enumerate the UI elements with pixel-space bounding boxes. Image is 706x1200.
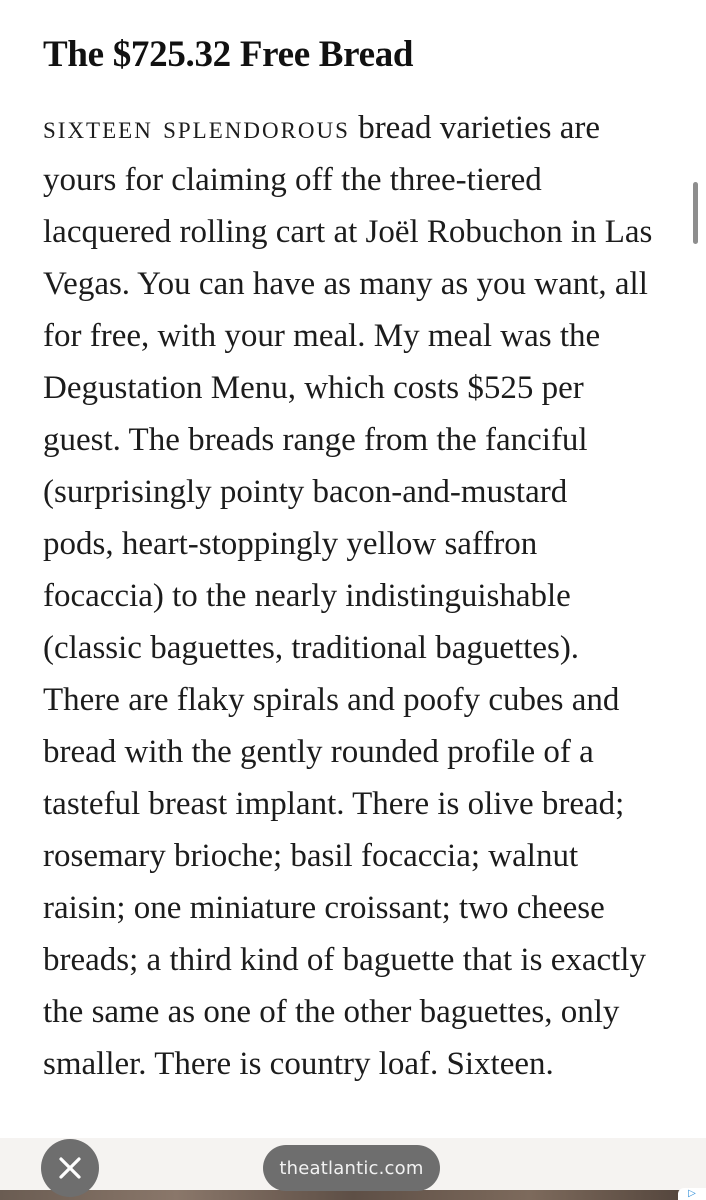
body-line: rosemary brioche; basil focaccia; walnut — [43, 838, 579, 874]
body-line: pods, heart-stoppingly yellow saffron — [43, 526, 538, 562]
body-line: raisin; one miniature croissant; two cheese — [43, 890, 605, 926]
close-button[interactable] — [41, 1139, 99, 1197]
body-line: yours for claiming off the three-tiered — [43, 162, 542, 198]
body-line: (surprisingly pointy bacon-and-mustard — [43, 474, 568, 510]
body-line: tasteful breast implant. There is olive bread; — [43, 786, 625, 822]
body-line: for free, with your meal. My meal was the — [43, 318, 601, 354]
url-text: theatlantic.com — [279, 1157, 424, 1179]
address-bar[interactable] — [263, 1145, 440, 1191]
body-line: bread with the gently rounded profile of a — [43, 734, 594, 770]
ad-banner-image[interactable] — [0, 1190, 706, 1200]
body-line: Degustation Menu, which costs $525 per — [43, 370, 584, 406]
body-line: focaccia) to the nearly indistinguishable — [43, 578, 571, 614]
lead-in: sixteen splendorous — [43, 110, 350, 146]
ad-choices-icon[interactable]: ▷ — [678, 1188, 706, 1200]
body-line: the same as one of the other baguettes, only — [43, 994, 620, 1030]
body-line: There are flaky spirals and poofy cubes and — [43, 682, 620, 718]
article — [43, 30, 693, 1090]
body-line: breads; a third kind of baguette that is exactly — [43, 942, 646, 978]
body-line: guest. The breads range from the fanciful — [43, 422, 588, 458]
body-line: Vegas. You can have as many as you want, all — [43, 266, 648, 302]
body-line: smaller. There is country loaf. Sixteen. — [43, 1046, 554, 1082]
body-line: lacquered rolling cart at Joël Robuchon in Las — [43, 214, 653, 250]
body-line-text: bread varieties are — [349, 110, 601, 146]
body-line — [43, 102, 693, 154]
body-line: (classic baguettes, traditional baguettes). — [43, 630, 580, 666]
close-icon — [57, 1155, 83, 1181]
scrollbar-thumb[interactable] — [693, 182, 698, 244]
article-title: The $725.32 Free Bread — [43, 34, 414, 75]
article-body — [43, 102, 693, 1090]
